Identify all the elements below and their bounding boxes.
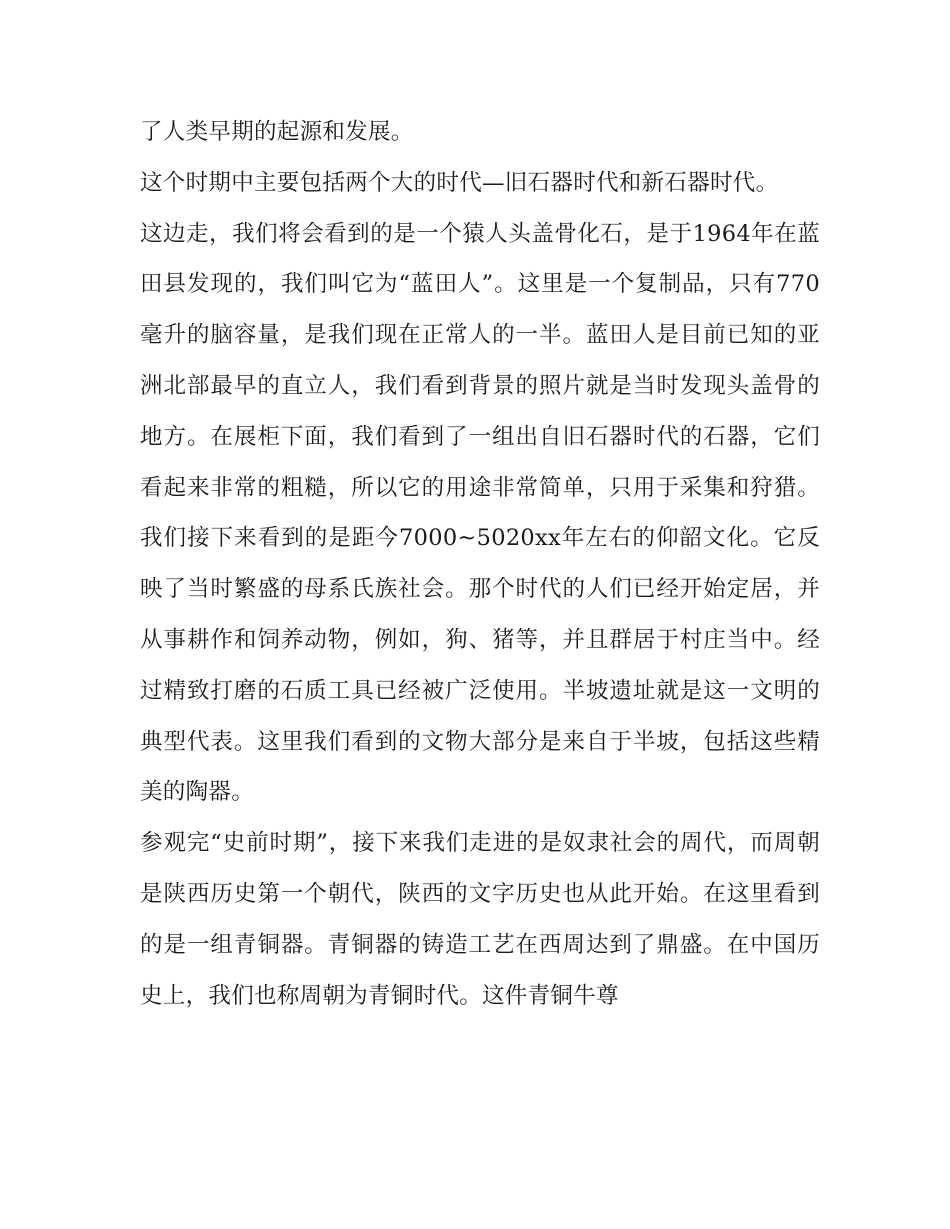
paragraph-origin-summary: 了人类早期的起源和发展。 xyxy=(140,119,414,145)
paragraph-lantian-man: 这边走，我们将会看到的是一个猿人头盖骨化石，是于1964年在蓝田县发现的，我们叫它为“蓝田人”。这里是一个复制品，只有770毫升的脑容量，是我们现在正常人的一半。蓝田人是目前已知的亚洲北部最早的直立人，我们看到背景的照片就是当时发现头盖骨的地方。在展柜下面，我们看到了一组出自旧石器时代的石器，它们看起来非常的粗糙，所以它的用途非常简单，只用于采集和狩猎。我们接下来看到的是距今7000~5020xx年左右的仰韶文化。它反映了当时繁盛的母系氏族社会。那个时代的人们已经开始定居，并从事耕作和饲养动物，例如，狗、猪等，并且群居于村庄当中。经过精致打磨的石质工具已经被广泛使用。半坡遗址就是这一文明的典型代表。这里我们看到的文物大部分是来自于半坡，包括这些精美的陶器。 xyxy=(140,220,820,806)
body-text xyxy=(140,107,820,1021)
paragraph-zhou-dynasty: 参观完“史前时期”，接下来我们走进的是奴隶社会的周代，而周朝是陕西历史第一个朝代，陕西的文字历史也从此开始。在这里看到的是一组青铜器。青铜器的铸造工艺在西周达到了鼎盛。在中国历史上，我们也称周朝为青铜时代。这件青铜牛尊 xyxy=(140,830,820,1009)
paragraph-two-eras: 这个时期中主要包括两个大的时代—旧石器时代和新石器时代。 xyxy=(140,169,779,196)
